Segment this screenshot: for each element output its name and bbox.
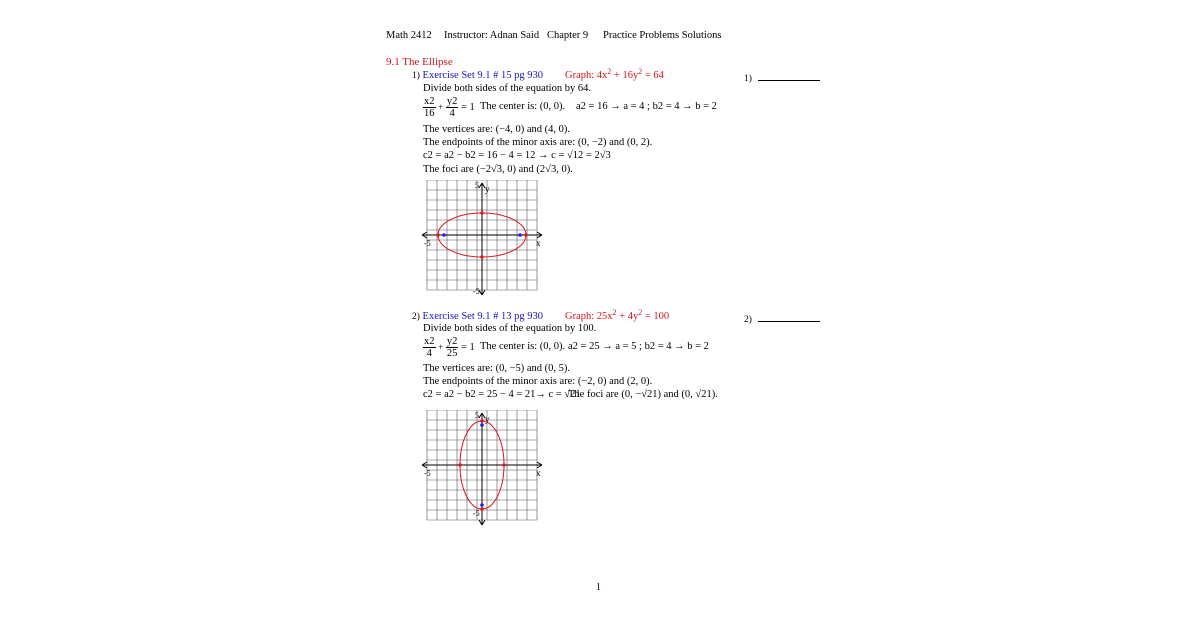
answer-line-1: 1) <box>744 72 820 84</box>
problem-1-divide: Divide both sides of the equation by 64. <box>423 83 591 94</box>
problem-2-vertices: The vertices are: (0, −5) and (0, 5). <box>423 363 571 374</box>
graph-2-axis-x: x <box>536 468 541 478</box>
problem-1-c-equation: c2 = a2 − b2 = 16 − 4 = 12 → c = √12 = 2√3 <box>423 150 611 161</box>
header-course: Math 2412 <box>386 30 432 41</box>
vertex-right-point <box>524 233 527 236</box>
focus-right-point <box>518 233 522 237</box>
answer-line-2: 2) <box>744 313 820 325</box>
frac-1-num: x2 <box>424 336 435 347</box>
header-instructor: Instructor: Adnan Said <box>444 30 540 41</box>
graph-1-tick-5-top: 5 <box>475 181 479 190</box>
focus-bottom-point <box>480 503 484 507</box>
problem-1-minor-axis: The endpoints of the minor axis are: (0, −2) and (0, 2). <box>423 137 653 148</box>
problem-1-vertices: The vertices are: (−4, 0) and (4, 0). <box>423 124 571 135</box>
frac-2-den: 25 <box>446 348 458 359</box>
graph-1-axis-y: y <box>485 184 490 194</box>
minor-right-point <box>502 463 505 466</box>
problem-2-foci: The foci are (0, −√21) and (0, √21). <box>568 389 718 400</box>
problem-2-exercise: Exercise Set 9.1 <box>422 311 491 322</box>
graph-2-tick-neg5-bottom: -5 <box>473 509 480 518</box>
vertex-left-point <box>436 233 439 236</box>
problem-1-standard-form: $\frac{x2}{16}$ + $\frac{y2}{4}$ = 1 <box>424 96 475 119</box>
problem-2-graph <box>418 410 552 530</box>
minor-left-point <box>458 463 461 466</box>
graph-1-tick-neg5-left: -5 <box>424 239 431 248</box>
problem-1-number: 1) <box>412 71 420 81</box>
problem-2-standard-form: $\frac{x2}{4}$ + $\frac{y2}{25}$ = 1 <box>424 336 475 359</box>
problem-2-divide: Divide both sides of the equation by 100. <box>423 323 597 334</box>
frac-2-den: 4 <box>449 108 455 119</box>
header-chapter: Chapter 9 <box>547 30 589 41</box>
focus-left-point <box>442 233 446 237</box>
problem-2-c-equation: c2 = a2 − b2 = 25 − 4 = 21→ c = √21 <box>423 389 581 400</box>
frac-1-den: 4 <box>426 348 432 359</box>
problem-2-a-b: a2 = 25 → a = 5 ; b2 = 4 → b = 2 <box>568 341 709 352</box>
problem-1-a-b: a2 = 16 → a = 4 ; b2 = 4 → b = 2 <box>576 101 717 112</box>
problem-1-exercise: Exercise Set 9.1 <box>422 70 491 81</box>
problem-2-minor-axis: The endpoints of the minor axis are: (−2, 0) and (2, 0). <box>423 376 653 387</box>
problem-2-graph-equation: Graph: $25x^2 + 4y^2 = 100$ <box>565 308 670 322</box>
problem-2-center: The center is: (0, 0). <box>480 341 566 352</box>
vertex-bottom-point <box>480 507 483 510</box>
graph-2-tick-5-top: 5 <box>475 411 479 420</box>
frac-1-den: 16 <box>424 108 435 119</box>
problem-1-heading <box>412 70 543 81</box>
problem-2-heading <box>412 311 543 322</box>
problem-2-number: 2) <box>412 312 420 322</box>
focus-top-point <box>480 423 484 427</box>
page-number: 1 <box>596 582 601 593</box>
problem-1-graph-equation: Graph: $4x^2 + 16y^2 = 64$ <box>565 67 664 81</box>
problem-1-graph <box>418 180 552 300</box>
graph-2-axis-y: y <box>485 414 490 424</box>
section-title: 9.1 The Ellipse <box>386 56 453 68</box>
graph-1-axis-x: x <box>536 238 541 248</box>
problem-1-center: The center is: (0, 0). <box>480 101 566 112</box>
frac-2-num: y2 <box>446 96 458 107</box>
minor-top-point <box>480 211 483 214</box>
problem-1-foci: The foci are (−2√3, 0) and (2√3, 0). <box>423 164 573 175</box>
frac-1-num: x2 <box>424 96 435 107</box>
problem-1-ref: # 15 pg 930 <box>493 70 543 81</box>
vertex-top-point <box>480 419 483 422</box>
graph-2-tick-neg5-left: -5 <box>424 469 431 478</box>
graph-1-tick-neg5-bottom: -5 <box>473 287 480 296</box>
minor-bottom-point <box>480 255 483 258</box>
problem-2-ref: # 13 pg 930 <box>493 311 543 322</box>
frac-2-num: y2 <box>446 336 458 347</box>
header-title: Practice Problems Solutions <box>603 30 722 41</box>
